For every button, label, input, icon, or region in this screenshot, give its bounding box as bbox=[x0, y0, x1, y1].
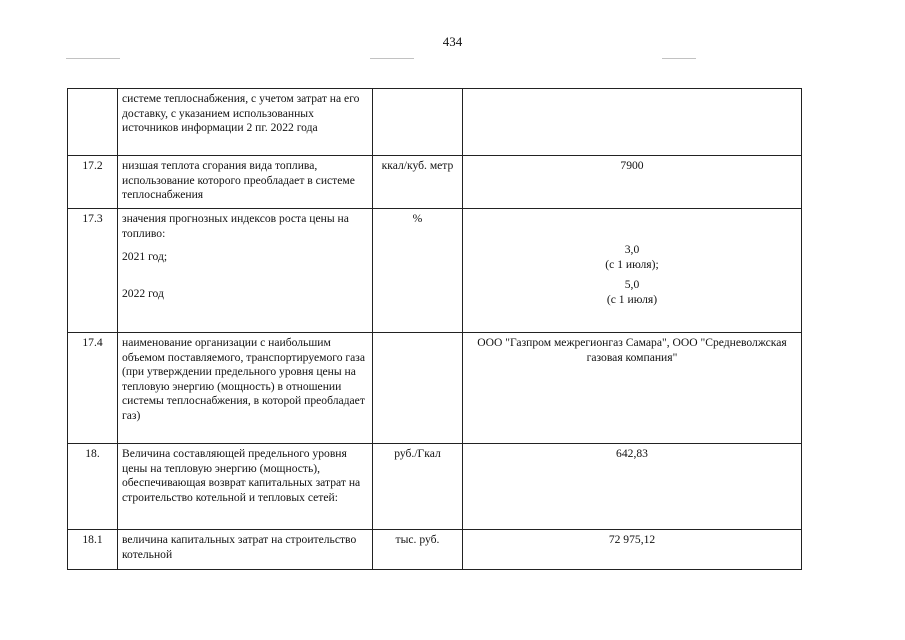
row-unit: ккал/куб. метр bbox=[373, 156, 463, 209]
tariff-table bbox=[67, 88, 802, 570]
row-description: Величина составляющей предельного уровня цены на тепловую энергию (мощность), обеспечивающая возврат капитальных затрат на строительство котельной и тепловых сетей: bbox=[118, 444, 373, 530]
scan-artifact bbox=[662, 58, 696, 59]
row-value: 7900 bbox=[463, 156, 802, 209]
sub-item-note: (с 1 июля) bbox=[606, 292, 658, 306]
row-number: 18. bbox=[68, 444, 118, 530]
sub-item-note: (с 1 июля); bbox=[605, 257, 659, 271]
row-description-cell bbox=[118, 209, 373, 333]
table-row bbox=[68, 209, 802, 333]
row-number: 17.4 bbox=[68, 333, 118, 444]
table-row bbox=[68, 89, 802, 156]
row-unit bbox=[373, 333, 463, 444]
scan-artifact bbox=[66, 58, 120, 59]
table-row bbox=[68, 444, 802, 530]
row-value bbox=[463, 89, 802, 156]
row-description: низшая теплота сгорания вида топлива, использование которого преобладает в системе теплоснабжения bbox=[118, 156, 373, 209]
row-value: 72 975,12 bbox=[463, 530, 802, 570]
scan-artifact bbox=[370, 58, 414, 59]
row-description: наименование организации с наибольшим объемом поставляемого, транспортируемого газа (при утверждении предельного уровня цены на тепловую энергию (мощность) в отношении системы теплоснабжения, в которой преобладает газ) bbox=[118, 333, 373, 444]
table-row bbox=[68, 530, 802, 570]
row-value: 642,83 bbox=[463, 444, 802, 530]
table-row bbox=[68, 156, 802, 209]
table-row bbox=[68, 333, 802, 444]
row-value: ООО "Газпром межрегионгаз Самара", ООО "Средневолжская газовая компания" bbox=[463, 333, 802, 444]
sub-item-value: 5,0 bbox=[624, 278, 640, 292]
sub-item-label: 2021 год; bbox=[122, 250, 168, 264]
sub-item-label: 2022 год bbox=[122, 286, 164, 300]
row-unit: тыс. руб. bbox=[373, 530, 463, 570]
row-number: 17.2 bbox=[68, 156, 118, 209]
sub-item-value: 3,0 bbox=[624, 243, 640, 256]
row-unit: % bbox=[373, 209, 463, 333]
row-description: системе теплоснабжения, с учетом затрат на его доставку, с указанием использованных источников информации 2 пг. 2022 года bbox=[118, 89, 373, 156]
row-value-cell bbox=[463, 209, 802, 333]
row-description: величина капитальных затрат на строительство котельной bbox=[118, 530, 373, 570]
row-unit bbox=[373, 89, 463, 156]
row-description: значения прогнозных индексов роста цены на топливо: bbox=[122, 212, 349, 240]
row-number bbox=[68, 89, 118, 156]
row-number: 18.1 bbox=[68, 530, 118, 570]
page-number: 434 bbox=[442, 34, 463, 49]
row-number: 17.3 bbox=[68, 209, 118, 333]
row-unit: руб./Гкал bbox=[373, 444, 463, 530]
